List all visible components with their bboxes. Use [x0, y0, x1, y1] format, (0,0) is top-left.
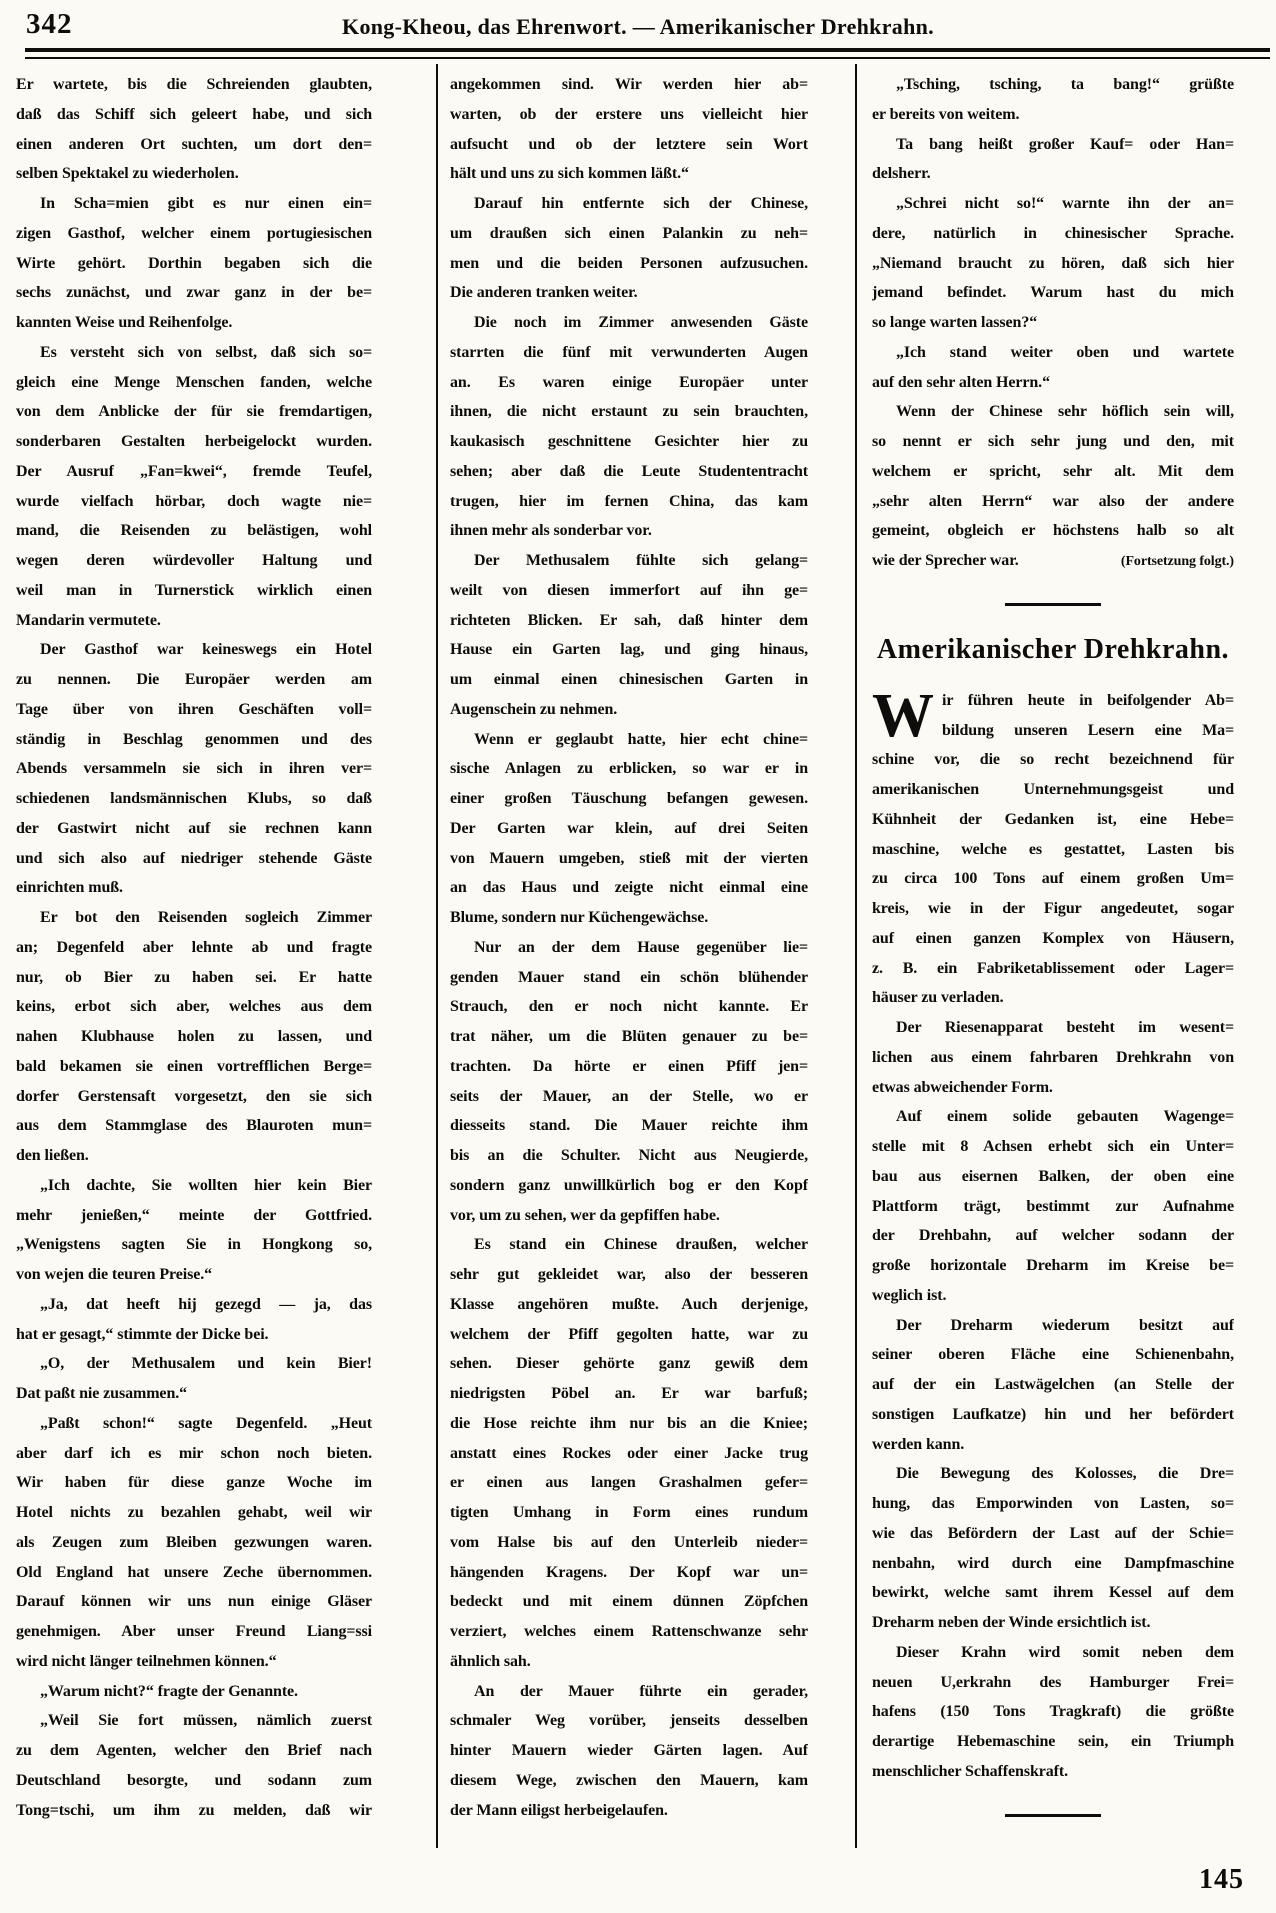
text-line: von wejen die teuren Preise.“	[16, 1266, 213, 1283]
text-line: dorfer Gerstensaft vorgesetzt, den sie sich	[16, 1087, 372, 1105]
text-line: schiedenen landsmännischen Klubs, so daß	[16, 790, 372, 807]
text-line: selben Spektakel zu wiederholen.	[16, 165, 239, 183]
text-line: weglich ist.	[872, 1286, 947, 1304]
column-divider-1	[436, 64, 438, 1848]
text-line: Die Bewegung des Kolosses, die Dre=	[896, 1465, 1234, 1483]
text-line: um draußen sich einen Palankin zu neh=	[450, 224, 808, 242]
text-line: Tong=tschi, um ihm zu melden, daß wir	[16, 1801, 372, 1819]
text-line: Der Garten war klein, auf drei Seiten	[450, 819, 808, 837]
text-line: Er bot den Reisenden sogleich Zimmer	[40, 909, 372, 926]
text-line: lichen aus einem fahrbaren Drehkrahn von	[872, 1048, 1234, 1066]
text-line: men und die beiden Personen aufzusuchen.	[450, 254, 808, 272]
dropcap-beside-lines	[942, 686, 1234, 746]
text-line: wegen deren würdevoller Haltung und	[16, 552, 372, 569]
text-line: genden Mauer stand ein schön blühender	[450, 968, 808, 986]
text-line: bedeckt und mit einem dünnen Zöpfchen	[450, 1593, 808, 1611]
text-line: ir führen heute in beifolgender Ab=	[942, 691, 1234, 709]
text-line: die Hose reichte ihm nur bis an die Kniee;	[450, 1414, 808, 1432]
text-line: sehen; aber daß die Leute Studententracht	[450, 462, 808, 480]
page-number-bottom: 145	[1199, 1864, 1244, 1895]
text-line: „Wenigstens sagten Sie in Hongkong so,	[16, 1236, 372, 1254]
text-line: Der Dreharm wiederum besitzt auf	[896, 1316, 1234, 1334]
text-line: mehr jenießen,“ meinte der Gottfried.	[16, 1206, 372, 1224]
text-line: Hause ein Garten lag, und ging hinaus,	[450, 641, 808, 659]
text-line: Wir haben für diese ganze Woche im	[16, 1474, 372, 1492]
text-line: An der Mauer führte ein gerader,	[474, 1682, 808, 1700]
text-line: kannten Weise und Reihenfolge.	[16, 314, 233, 331]
text-column-2	[450, 70, 808, 1825]
text-line: sondern ganz unwillkürlich bog er den Kopf	[450, 1176, 808, 1194]
text-line: ähnlich sah.	[450, 1652, 531, 1670]
text-line: Deutschland besorgte, und sodann zum	[16, 1771, 372, 1789]
text-line: dere, natürlich in chinesischer Sprache.	[872, 224, 1234, 242]
text-line: Tage über von ihren Geschäften voll=	[16, 700, 372, 718]
text-line: sechs zunächst, und zwar ganz in der be=	[16, 284, 372, 302]
text-line: hung, das Emporwinden von Lasten, so=	[872, 1495, 1234, 1512]
text-line: „Weil Sie fort müssen, nämlich zuerst	[40, 1712, 372, 1730]
text-line: richteten Blicken. Er sah, daß hinter dem	[450, 611, 808, 629]
text-line: In Scha=mien gibt es nur einen ein=	[40, 195, 372, 212]
text-line: Kühnheit der Gedanken ist, eine Hebe=	[872, 810, 1234, 828]
text-line: menschlicher Schaffenskraft.	[872, 1762, 1068, 1780]
text-line: Es versteht sich von selbst, daß sich so=	[40, 343, 372, 361]
text-line: und sich also auf niedriger stehende Gäste	[16, 849, 372, 867]
text-line: ihnen mehr als sonderbar vor.	[450, 522, 652, 540]
text-line: z. B. ein Fabriketablissement oder Lager=	[872, 959, 1234, 977]
text-line: genehmigen. Aber unser Freund Liang=ssi	[16, 1623, 372, 1640]
text-line: diesem Wege, zwischen den Mauern, kam	[450, 1771, 808, 1789]
text-line: bis an die Schulter. Nicht aus Neugierde,	[450, 1147, 808, 1164]
text-line: bildung unseren Lesern eine Ma=	[942, 721, 1234, 739]
text-line: keins, erbot sich aber, welches aus dem	[16, 998, 372, 1016]
text-line: der Drehbahn, auf welcher sodann der	[872, 1227, 1234, 1245]
text-line: sonderbaren Gestalten herbeigelockt wurden.	[16, 433, 372, 450]
text-line: hinter Mauern wieder Gärten lagen. Auf	[450, 1742, 808, 1759]
text-line: maschine, welche es gestattet, Lasten bis	[872, 840, 1234, 858]
text-line: Der Riesenapparat besteht im wesent=	[896, 1019, 1234, 1036]
text-line: Darauf hin entfernte sich der Chinese,	[474, 195, 808, 212]
text-line: aufsucht und ob der letztere sein Wort	[450, 135, 808, 153]
text-line: jemand befindet. Warum hast du mich	[872, 284, 1234, 302]
text-line	[872, 546, 1234, 576]
text-line: er bereits von weitem.	[872, 105, 1020, 123]
text-line: Es stand ein Chinese draußen, welcher	[474, 1236, 808, 1254]
text-line: „Niemand braucht zu hören, daß sich hier	[872, 254, 1234, 272]
text-line: „O, der Methusalem und kein Bier!	[40, 1355, 372, 1373]
text-line: Dieser Krahn wird somit neben dem	[896, 1643, 1234, 1661]
text-line: Dreharm neben der Winde ersichtlich ist.	[872, 1614, 1151, 1631]
continuation-note: (Fortsetzung folgt.)	[1120, 554, 1234, 569]
text-line: anstatt eines Rockes oder einer Jacke trug	[450, 1444, 808, 1462]
text-line: welchem der Pfiff gegolten hatte, war zu	[450, 1325, 808, 1343]
text-line: neuen U,erkrahn des Hamburger Frei=	[872, 1673, 1234, 1691]
text-line: einrichten muß.	[16, 879, 123, 897]
text-line: „Warum nicht?“ fragte der Genannte.	[40, 1682, 298, 1700]
text-line: Er wartete, bis die Schreienden glaubten,	[16, 76, 372, 93]
text-line: Wenn er geglaubt hatte, hier echt chine=	[474, 730, 808, 748]
text-line: einer großen Täuschung befangen gewesen.	[450, 790, 808, 807]
text-line: Strauch, den er noch nicht kannte. Er	[450, 998, 808, 1016]
text-line: gemeint, obgleich er höchstens halb so alt	[872, 522, 1234, 540]
text-line: als Zeugen zum Bleiben gezwungen waren.	[16, 1533, 372, 1551]
text-line: mand, die Reisenden zu belästigen, wohl	[16, 522, 372, 540]
text-line: hafens (150 Tons Tragkraft) die größte	[872, 1703, 1234, 1721]
text-line: Die noch im Zimmer anwesenden Gäste	[474, 314, 808, 331]
text-line: niedrigsten Pöbel an. Er war barfuß;	[450, 1385, 808, 1402]
page-number-top: 342	[26, 8, 73, 40]
text-column-1	[16, 70, 372, 1825]
text-line: Wirte gehört. Dorthin begaben sich die	[16, 254, 372, 272]
dropcap-paragraph-start	[872, 681, 1234, 750]
text-line: sehen. Dieser gehörte ganz gewiß dem	[450, 1355, 808, 1373]
text-line: kreis, wie in der Figur angedeutet, sogar	[872, 900, 1234, 917]
text-line: Mandarin vermutete.	[16, 611, 161, 629]
text-line: Blume, sondern nur Küchengewächse.	[450, 909, 709, 926]
text-line: Klasse angehören mußte. Auch derjenige,	[450, 1295, 808, 1313]
text-line: bald bekamen sie einen vortrefflichen Berge=	[16, 1057, 372, 1075]
text-line: Auf einem solide gebauten Wagenge=	[896, 1108, 1234, 1126]
text-line: Nur an der dem Hause gegenüber lie=	[474, 938, 808, 956]
text-line: ihnen, die nicht erstaunt zu sein brauchten,	[450, 403, 808, 421]
text-line: große horizontale Dreharm im Kreise be=	[872, 1257, 1234, 1274]
text-line: sische Anlagen zu erblicken, so war er in	[450, 760, 808, 778]
text-line: von Mauern umgeben, stieß mit der vierten	[450, 849, 808, 867]
text-line: aber darf ich es mir schon noch bieten.	[16, 1444, 372, 1462]
text-line: Der Methusalem fühlte sich gelang=	[474, 552, 808, 569]
text-line: „Ich dachte, Sie wollten hier kein Bier	[40, 1176, 372, 1194]
text-line: delsherr.	[872, 165, 931, 183]
text-line: hat er gesagt,“ stimmte der Dicke bei.	[16, 1325, 269, 1343]
text-line: trat näher, um die Blüten genauer zu be=	[450, 1028, 808, 1045]
text-line: nahen Klubhause holen zu lassen, und	[16, 1028, 372, 1045]
text-line: angekommen sind. Wir werden hier ab=	[450, 76, 808, 93]
text-line: schmaler Weg vorüber, jenseits desselben	[450, 1712, 808, 1730]
text-line: „Tsching, tsching, ta bang!“ grüßte	[896, 76, 1234, 93]
text-line: warten, ob der erstere uns vielleicht hier	[450, 105, 808, 123]
text-line: wurde vielfach hörbar, doch wagte nie=	[16, 492, 372, 510]
text-line: einen anderen Ort suchten, um dort den=	[16, 135, 372, 153]
text-line: Die anderen tranken weiter.	[450, 284, 638, 302]
text-line: Old England hat unsere Zeche übernommen.	[16, 1563, 372, 1581]
text-line: um einmal einen chinesischen Garten in	[450, 671, 808, 688]
text-line: sonstigen Laufkatze) hin und her befördert	[872, 1405, 1234, 1423]
text-line: starrten die fünf mit verwunderten Augen	[450, 343, 808, 361]
text-line: weilt von diesen immerfort auf ihn ge=	[450, 581, 808, 599]
text-line: zu dem Agenten, welcher den Brief nach	[16, 1742, 372, 1759]
text-line: seits der Mauer, an der Stelle, wo er	[450, 1087, 808, 1105]
text-line: häuser zu verladen.	[872, 989, 1004, 1007]
text-line: Der Gasthof war keineswegs ein Hotel	[40, 641, 372, 659]
text-line: er einen aus langen Grashalmen gefer=	[450, 1474, 808, 1492]
text-line: „Ja, dat heeft hij gezegd — ja, das	[40, 1295, 372, 1313]
text-line: Der Ausruf „Fan=kwei“, fremde Teufel,	[16, 462, 372, 480]
text-line: wird nicht länger teilnehmen können.“	[16, 1652, 277, 1670]
text-line: kaukasisch geschnittene Gesichter hier zu	[450, 433, 808, 450]
text-line: stelle mit 8 Achsen erhebt sich ein Unter=	[872, 1138, 1234, 1155]
text-line: bewirkt, welche samt ihrem Kessel auf dem	[872, 1584, 1234, 1602]
text-line: an; Degenfeld aber lehnte ab und fragte	[16, 938, 372, 956]
text-line: auf der ein Lastwägelchen (an Stelle der	[872, 1376, 1234, 1393]
text-line: ständig in Beschlag genommen und des	[16, 730, 372, 748]
text-line: aus dem Stammglase des Blauroten mun=	[16, 1117, 372, 1135]
text-line: so lange warten lassen?“	[872, 314, 1038, 331]
text-line: auf den sehr alten Herrn.“	[872, 373, 1050, 391]
text-line: bau aus eisernen Balken, der oben eine	[872, 1167, 1234, 1185]
text-line: der Mann eiligst herbeigelaufen.	[450, 1801, 668, 1819]
text-line: „Schrei nicht so!“ warnte ihn der an=	[896, 195, 1234, 212]
column-divider-2	[855, 64, 857, 1848]
text-line: „sehr alten Herrn“ war also der andere	[872, 492, 1234, 510]
text-line: an. Es waren einige Europäer unter	[450, 373, 808, 391]
text-line: zigen Gasthof, welcher einem portugiesischen	[16, 224, 372, 242]
text-line: vor, um zu sehen, wer da gepfiffen habe.	[450, 1206, 720, 1224]
text-line: auf einen ganzen Komplex von Häusern,	[872, 929, 1234, 947]
text-line: Abends versammeln sie sich in ihren ver=	[16, 760, 372, 778]
text-line: Plattform trägt, bestimmt zur Aufnahme	[872, 1197, 1234, 1215]
text-line: hängenden Kragens. Der Kopf war un=	[450, 1563, 808, 1581]
text-line: hält und uns zu sich kommen läßt.“	[450, 165, 689, 183]
text-line: Dat paßt nie zusammen.“	[16, 1385, 188, 1402]
text-line: sehr gut gekleidet war, also der besseren	[450, 1266, 808, 1283]
text-line: zu circa 100 Tons auf einem großen Um=	[872, 870, 1234, 888]
text-line: diesseits stand. Die Mauer reichte ihm	[450, 1117, 808, 1135]
section-separator-rule	[1005, 1814, 1101, 1817]
text-line: „Paßt schon!“ sagte Degenfeld. „Heut	[40, 1414, 372, 1432]
section-separator-rule	[1005, 603, 1101, 606]
text-line: wie das Befördern der Last auf der Schie=	[872, 1524, 1234, 1542]
text-line: etwas abweichender Form.	[872, 1078, 1053, 1096]
text-line: Augenschein zu nehmen.	[450, 700, 618, 718]
text-line: den ließen.	[16, 1147, 89, 1164]
text-line: verziert, welches einem Rattenschwanze sehr	[450, 1623, 808, 1640]
text-line: daß das Schiff sich geleert habe, und sich	[16, 105, 372, 123]
text-line: derartige Hebemaschine sein, ein Triumph	[872, 1733, 1234, 1750]
text-line: gleich eine Menge Menschen fanden, welche	[16, 373, 372, 391]
text-line: trugen, hier im fernen China, das kam	[450, 492, 808, 510]
text-line-main: wie der Sprecher war.	[872, 552, 1019, 569]
text-line: seiner oberen Fläche eine Schienenbahn,	[872, 1346, 1234, 1364]
text-line: der Gastwirt nicht auf sie rechnen kann	[16, 819, 372, 837]
text-line: so nennt er sich sehr jung und den, mit	[872, 433, 1234, 450]
text-line: vom Halse bis auf den Unterleib nieder=	[450, 1533, 808, 1551]
article-heading: Amerikanischer Drehkrahn.	[876, 633, 1230, 665]
text-line: Ta bang heißt großer Kauf= oder Han=	[896, 135, 1234, 153]
text-line: von dem Anblicke der für sie fremdartigen,	[16, 403, 372, 421]
text-line: nur, ob Bier zu haben sei. Er hatte	[16, 968, 372, 986]
header-double-rule	[25, 48, 1270, 59]
running-title: Kong-Kheou, das Ehrenwort. — Amerikanischer Drehkrahn.	[342, 14, 934, 39]
text-line: „Ich stand weiter oben und wartete	[896, 343, 1234, 361]
text-line: trachten. Da hörte er einen Pfiff jen=	[450, 1057, 808, 1075]
text-line: tigten Umhang in Form eines rundum	[450, 1504, 808, 1521]
text-line: an das Haus und zeigte nicht einmal eine	[450, 879, 808, 897]
text-line: werden kann.	[872, 1435, 965, 1453]
dropcap-initial: W	[872, 681, 934, 750]
text-line: schine vor, die so recht bezeichnend für	[872, 751, 1234, 769]
text-line: amerikanischen Unternehmungsgeist und	[872, 781, 1234, 798]
text-line: Hotel nichts zu bezahlen gehabt, weil wir	[16, 1504, 372, 1521]
text-line: Darauf können wir uns nun einige Gläser	[16, 1593, 372, 1611]
text-line: Wenn der Chinese sehr höflich sein will,	[896, 403, 1234, 421]
text-line: nenbahn, wird durch eine Dampfmaschine	[872, 1554, 1234, 1572]
text-column-3	[872, 70, 1234, 1817]
text-line: welchem er spricht, sehr alt. Mit dem	[872, 462, 1234, 480]
text-line: zu nennen. Die Europäer werden am	[16, 671, 372, 688]
text-line: weil man in Turnerstick wirklich einen	[16, 581, 372, 599]
